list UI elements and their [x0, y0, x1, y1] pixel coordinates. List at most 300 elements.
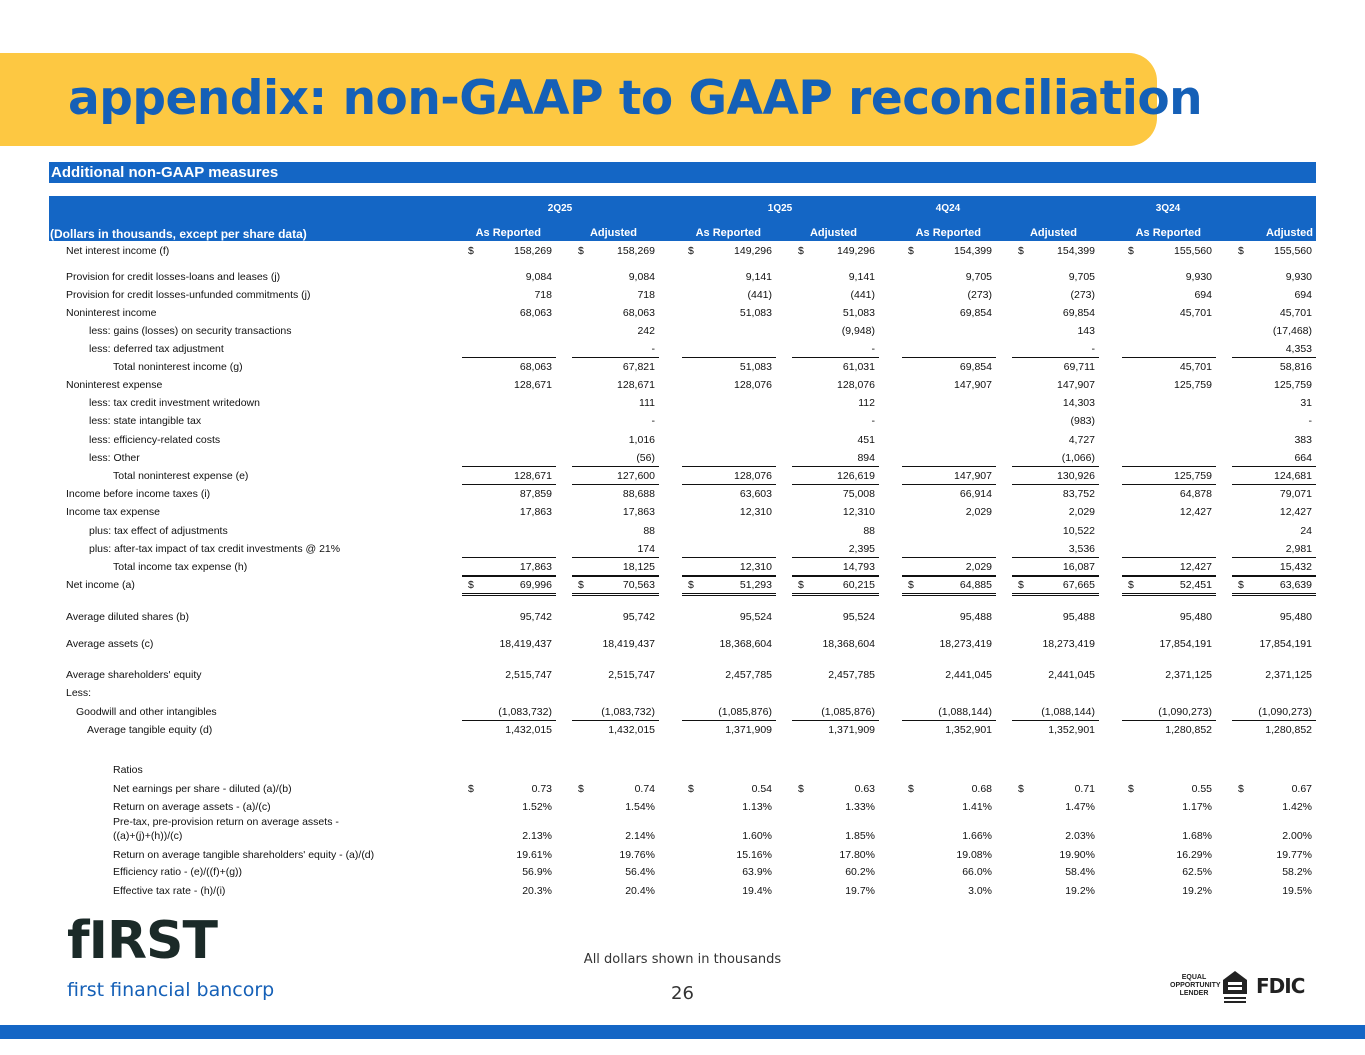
table-cell: 12,310 — [739, 561, 772, 573]
table-cell: 2,029 — [1068, 506, 1095, 518]
table-cell: 18,125 — [622, 561, 655, 573]
table-cell: 2,371,125 — [1265, 669, 1312, 681]
dollar-sign: $ — [798, 245, 804, 257]
table-cell: 3,536 — [1068, 543, 1095, 555]
table-cell: 88 — [643, 525, 655, 537]
table-cell: 56.4% — [625, 866, 655, 878]
table-cell: 154,399 — [1057, 245, 1095, 257]
dollar-sign: $ — [1238, 245, 1244, 257]
table-cell: 2,395 — [848, 543, 875, 555]
table-cell: 19.90% — [1059, 849, 1095, 861]
row-label: Income before income taxes (i) — [66, 488, 211, 500]
table-cell: 95,524 — [739, 611, 772, 623]
quarter-header: 4Q24 — [935, 203, 961, 214]
table-cell: 147,907 — [1057, 379, 1095, 391]
table-cell: 451 — [857, 434, 875, 446]
row-label: plus: after-tax impact of tax credit investments @ 21% — [89, 543, 341, 555]
table-cell: 12,310 — [842, 506, 875, 518]
row-label: less: efficiency-related costs — [89, 434, 221, 446]
section-title: Additional non-GAAP measures — [51, 164, 279, 181]
table-cell: (56) — [636, 452, 655, 464]
table-cell: 95,742 — [622, 611, 655, 623]
table-cell: 147,907 — [954, 379, 992, 391]
dollar-sign: $ — [468, 245, 474, 257]
table-cell: 1.66% — [962, 830, 992, 842]
table-cell: (1,085,876) — [718, 706, 772, 718]
row-label: Income tax expense — [66, 506, 160, 518]
row-underline — [1122, 576, 1216, 577]
table-cell: 56.9% — [522, 866, 552, 878]
table-cell: (1,090,273) — [1158, 706, 1212, 718]
dollar-sign: $ — [908, 245, 914, 257]
fdic-badge: FDIC — [1256, 974, 1305, 998]
page-title: appendix: non-GAAP to GAAP reconciliation — [68, 71, 1203, 126]
quarter-header: 1Q25 — [767, 203, 793, 214]
dollar-sign: $ — [578, 579, 584, 591]
table-cell: (9,948) — [841, 325, 875, 337]
row-label: Ratios — [113, 764, 143, 776]
row-label: Pre-tax, pre-provision return on average assets - — [113, 816, 339, 828]
table-cell: (1,088,144) — [938, 706, 992, 718]
row-label: Average shareholders' equity — [66, 669, 202, 681]
row-underline — [682, 357, 776, 358]
column-header: As Reported — [695, 227, 761, 239]
table-cell: 2,515,747 — [608, 669, 655, 681]
row-label: Average tangible equity (d) — [87, 724, 213, 736]
table-cell: 10,522 — [1062, 525, 1095, 537]
row-double-underline — [792, 593, 879, 594]
row-label: Total income tax expense (h) — [113, 561, 248, 573]
table-cell: 83,752 — [1062, 488, 1095, 500]
row-underline — [1012, 466, 1099, 467]
table-cell: 149,296 — [734, 245, 772, 257]
table-cell: 1,432,015 — [505, 724, 552, 736]
row-underline — [572, 720, 659, 721]
table-cell: 95,742 — [519, 611, 552, 623]
table-cell: 12,427 — [1279, 506, 1312, 518]
table-cell: 694 — [1194, 289, 1212, 301]
table-cell: 2,981 — [1285, 543, 1312, 555]
row-label: plus: tax effect of adjustments — [89, 525, 228, 537]
table-cell: 88 — [863, 525, 875, 537]
table-cell: 18,419,437 — [602, 638, 655, 650]
table-cell: 128,076 — [837, 379, 875, 391]
table-cell: 128,671 — [514, 470, 552, 482]
table-cell: 18,419,437 — [499, 638, 552, 650]
table-cell: 19.08% — [956, 849, 992, 861]
table-cell: 0.55 — [1191, 783, 1212, 795]
row-double-underline — [902, 593, 996, 594]
row-double-underline — [902, 595, 996, 596]
table-cell: 4,727 — [1068, 434, 1095, 446]
bottom-bar — [0, 1025, 1365, 1039]
row-label: less: Other — [89, 452, 140, 464]
table-cell: 1.68% — [1182, 830, 1212, 842]
row-underline — [462, 484, 556, 485]
table-cell: 1,371,909 — [828, 724, 875, 736]
table-cell: 17,854,191 — [1159, 638, 1212, 650]
table-cell: 69,996 — [519, 579, 552, 591]
table-cell: 1.60% — [742, 830, 772, 842]
table-cell: 12,427 — [1179, 561, 1212, 573]
equal-housing-lender-icon — [1222, 970, 1248, 1004]
table-cell: 18,273,419 — [1042, 638, 1095, 650]
dollar-sign: $ — [1238, 579, 1244, 591]
table-cell: 125,759 — [1174, 470, 1212, 482]
column-header: Adjusted — [1029, 227, 1077, 239]
table-cell: 63,603 — [739, 488, 772, 500]
table-cell: 2,457,785 — [828, 669, 875, 681]
table-cell: 17,854,191 — [1259, 638, 1312, 650]
row-label: Net interest income (f) — [66, 245, 170, 257]
row-underline — [1232, 720, 1316, 721]
table-cell: 124,681 — [1274, 470, 1312, 482]
row-label: Return on average tangible shareholders' equity - (a)/(d) — [113, 849, 375, 861]
table-cell: 68,063 — [622, 307, 655, 319]
row-underline — [572, 576, 659, 577]
table-cell: (441) — [850, 289, 875, 301]
table-cell: 125,759 — [1274, 379, 1312, 391]
dollar-sign: $ — [1128, 579, 1134, 591]
table-cell: 2,515,747 — [505, 669, 552, 681]
row-underline — [1232, 357, 1316, 358]
dollar-sign: $ — [688, 783, 694, 795]
logo-mark: fIRST — [67, 911, 217, 971]
row-underline — [1122, 484, 1216, 485]
row-underline — [682, 466, 776, 467]
table-cell: 718 — [637, 289, 655, 301]
table-cell: 95,480 — [1179, 611, 1212, 623]
table-cell: 58.4% — [1065, 866, 1095, 878]
table-cell: (273) — [967, 289, 992, 301]
row-double-underline — [1122, 593, 1216, 594]
row-underline — [682, 484, 776, 485]
table-cell: 63,639 — [1279, 579, 1312, 591]
row-underline — [902, 720, 996, 721]
table-cell: 9,705 — [1068, 271, 1095, 283]
table-cell: 17,863 — [519, 506, 552, 518]
table-cell: 894 — [857, 452, 875, 464]
row-underline — [682, 720, 776, 721]
table-cell: - — [1308, 415, 1312, 427]
dollar-sign: $ — [1018, 245, 1024, 257]
row-label: Return on average assets - (a)/(c) — [113, 801, 271, 813]
row-label: Goodwill and other intangibles — [76, 706, 217, 718]
dollar-sign: $ — [468, 579, 474, 591]
row-underline — [792, 557, 879, 558]
table-cell: 1.17% — [1182, 801, 1212, 813]
table-cell: 64,878 — [1179, 488, 1212, 500]
table-cell: 0.67 — [1291, 783, 1312, 795]
table-cell: 19.4% — [742, 885, 772, 897]
table-cell: 15,432 — [1279, 561, 1312, 573]
table-cell: 15.16% — [736, 849, 772, 861]
column-header: Adjusted — [1265, 227, 1313, 239]
table-cell: 1,371,909 — [725, 724, 772, 736]
table-cell: 52,451 — [1179, 579, 1212, 591]
dollar-sign: $ — [1018, 579, 1024, 591]
table-cell: 60.2% — [845, 866, 875, 878]
row-underline — [1012, 357, 1099, 358]
table-cell: 66.0% — [962, 866, 992, 878]
table-cell: 1.41% — [962, 801, 992, 813]
row-underline — [902, 484, 996, 485]
table-cell: 0.71 — [1074, 783, 1095, 795]
row-underline — [792, 576, 879, 577]
table-cell: 87,859 — [519, 488, 552, 500]
table-cell: 130,926 — [1057, 470, 1095, 482]
dollar-sign: $ — [1018, 783, 1024, 795]
row-double-underline — [572, 593, 659, 594]
table-cell: 19.2% — [1065, 885, 1095, 897]
table-cell: 2.14% — [625, 830, 655, 842]
table-cell: 18,273,419 — [939, 638, 992, 650]
table-cell: 51,083 — [739, 361, 772, 373]
table-cell: 12,310 — [739, 506, 772, 518]
table-cell: 0.54 — [751, 783, 772, 795]
row-underline — [1012, 484, 1099, 485]
column-header: As Reported — [1135, 227, 1201, 239]
table-cell: 60,215 — [842, 579, 875, 591]
table-cell: 17,863 — [519, 561, 552, 573]
table-cell: 111 — [639, 397, 655, 409]
dollar-sign: $ — [908, 783, 914, 795]
table-cell: 14,303 — [1062, 397, 1095, 409]
row-label: Noninterest expense — [66, 379, 163, 391]
table-cell: 95,480 — [1279, 611, 1312, 623]
table-cell: 1.54% — [625, 801, 655, 813]
table-cell: 1.33% — [845, 801, 875, 813]
row-label: Total noninterest expense (e) — [113, 470, 249, 482]
table-cell: 0.74 — [634, 783, 655, 795]
row-underline — [1012, 557, 1099, 558]
table-cell: 158,269 — [514, 245, 552, 257]
table-cell: 58,816 — [1279, 361, 1312, 373]
row-underline — [1122, 357, 1216, 358]
row-label: less: state intangible tax — [89, 415, 202, 427]
row-underline — [462, 466, 556, 467]
column-header: As Reported — [915, 227, 981, 239]
table-cell: 14,793 — [842, 561, 875, 573]
table-cell: 61,031 — [842, 361, 875, 373]
table-cell: 154,399 — [954, 245, 992, 257]
table-cell: 51,083 — [842, 307, 875, 319]
dollar-sign: $ — [688, 245, 694, 257]
dollar-sign: $ — [798, 579, 804, 591]
row-double-underline — [682, 593, 776, 594]
dollar-sign: $ — [908, 579, 914, 591]
row-label: Net income (a) — [66, 579, 135, 591]
table-cell: 1,280,852 — [1265, 724, 1312, 736]
row-underline — [792, 484, 879, 485]
row-double-underline — [1012, 595, 1099, 596]
table-cell: 45,701 — [1279, 307, 1312, 319]
table-cell: 128,076 — [734, 379, 772, 391]
row-underline — [682, 576, 776, 577]
table-cell: 19.2% — [1182, 885, 1212, 897]
row-underline — [1232, 557, 1316, 558]
table-cell: 2,441,045 — [945, 669, 992, 681]
footnote: All dollars shown in thousands — [583, 952, 782, 967]
quarter-header: 2Q25 — [547, 203, 573, 214]
table-cell: 17.80% — [839, 849, 875, 861]
table-cell: 174 — [637, 543, 655, 555]
row-underline — [462, 576, 556, 577]
table-cell: (1,066) — [1061, 452, 1095, 464]
column-header: Adjusted — [809, 227, 857, 239]
table-cell: 2,029 — [965, 561, 992, 573]
column-header: As Reported — [475, 227, 541, 239]
table-cell: 2,441,045 — [1048, 669, 1095, 681]
table-cell: 0.68 — [971, 783, 992, 795]
row-double-underline — [1122, 595, 1216, 596]
table-cell: (273) — [1070, 289, 1095, 301]
row-underline — [682, 557, 776, 558]
table-cell: 69,854 — [959, 361, 992, 373]
row-double-underline — [462, 595, 556, 596]
table-cell: 1.42% — [1282, 801, 1312, 813]
table-cell: 51,083 — [739, 307, 772, 319]
row-label: less: tax credit investment writedown — [89, 397, 260, 409]
row-double-underline — [572, 595, 659, 596]
table-cell: 67,665 — [1062, 579, 1095, 591]
table-cell: 45,701 — [1179, 361, 1212, 373]
table-cell: 20.3% — [522, 885, 552, 897]
table-cell: 62.5% — [1182, 866, 1212, 878]
table-cell: 66,914 — [959, 488, 992, 500]
table-cell: 95,524 — [842, 611, 875, 623]
table-cell: 9,084 — [628, 271, 655, 283]
row-label: less: gains (losses) on security transactions — [89, 325, 292, 337]
row-label: Average diluted shares (b) — [66, 611, 189, 623]
table-cell: 67,821 — [622, 361, 655, 373]
table-cell: 12,427 — [1179, 506, 1212, 518]
table-cell: 149,296 — [837, 245, 875, 257]
row-label: less: deferred tax adjustment — [89, 343, 224, 355]
table-cell: 155,560 — [1274, 245, 1312, 257]
table-cell: 9,705 — [965, 271, 992, 283]
dollar-sign: $ — [1238, 783, 1244, 795]
table-cell: 9,930 — [1285, 271, 1312, 283]
row-underline — [902, 557, 996, 558]
table-cell: - — [651, 415, 655, 427]
table-cell: 1,352,901 — [945, 724, 992, 736]
table-cell: 88,688 — [622, 488, 655, 500]
table-cell: 127,600 — [617, 470, 655, 482]
row-label: Average assets (c) — [66, 638, 154, 650]
table-cell: 718 — [534, 289, 552, 301]
table-cell: 68,063 — [519, 307, 552, 319]
table-cell: 1.85% — [845, 830, 875, 842]
table-cell: 2,029 — [965, 506, 992, 518]
table-cell: 63.9% — [742, 866, 772, 878]
quarter-header: 3Q24 — [1155, 203, 1181, 214]
table-cell: (441) — [747, 289, 772, 301]
table-cell: 125,759 — [1174, 379, 1212, 391]
table-cell: 20.4% — [625, 885, 655, 897]
dollar-sign: $ — [688, 579, 694, 591]
table-cell: 1,352,901 — [1048, 724, 1095, 736]
table-cell: 19.7% — [845, 885, 875, 897]
row-label: Noninterest income — [66, 307, 157, 319]
table-cell: 79,071 — [1279, 488, 1312, 500]
row-underline — [792, 720, 879, 721]
row-underline — [1012, 720, 1099, 721]
table-cell: 18,368,604 — [822, 638, 875, 650]
table-cell: - — [871, 415, 875, 427]
table-cell: 95,488 — [1062, 611, 1095, 623]
row-underline — [902, 576, 996, 577]
table-cell: 9,084 — [525, 271, 552, 283]
logo-name: first financial bancorp — [67, 979, 275, 1001]
table-cell: 2,457,785 — [725, 669, 772, 681]
dollar-sign: $ — [1128, 245, 1134, 257]
row-double-underline — [1232, 595, 1316, 596]
table-cell: 242 — [637, 325, 655, 337]
row-double-underline — [1232, 593, 1316, 594]
row-underline — [1232, 484, 1316, 485]
table-cell: 69,854 — [959, 307, 992, 319]
table-cell: 143 — [1077, 325, 1095, 337]
table-cell: 1.13% — [742, 801, 772, 813]
table-cell: 16.29% — [1176, 849, 1212, 861]
units-label: (Dollars in thousands, except per share data) — [50, 227, 307, 241]
row-underline — [572, 484, 659, 485]
row-double-underline — [682, 595, 776, 596]
row-underline — [902, 466, 996, 467]
table-cell: 75,008 — [842, 488, 875, 500]
row-underline — [1012, 576, 1099, 577]
row-label: ((a)+(j)+(h))/(c) — [113, 830, 183, 842]
row-underline — [792, 357, 879, 358]
row-double-underline — [792, 595, 879, 596]
table-cell: (17,468) — [1272, 325, 1312, 337]
dollar-sign: $ — [468, 783, 474, 795]
table-cell: 69,711 — [1063, 361, 1095, 373]
row-label: Total noninterest income (g) — [113, 361, 243, 373]
row-underline — [792, 466, 879, 467]
table-cell: 68,063 — [519, 361, 552, 373]
table-cell: 51,293 — [739, 579, 772, 591]
table-cell: 112 — [858, 397, 875, 409]
table-cell: 128,076 — [734, 470, 772, 482]
table-cell: 95,488 — [959, 611, 992, 623]
table-cell: 0.63 — [854, 783, 875, 795]
dollar-sign: $ — [1128, 783, 1134, 795]
table-cell: 2.00% — [1282, 830, 1312, 842]
table-cell: - — [651, 343, 655, 355]
table-cell: 2.03% — [1065, 830, 1095, 842]
table-cell: 17,863 — [622, 506, 655, 518]
dollar-sign: $ — [578, 245, 584, 257]
table-cell: 0.73 — [531, 783, 552, 795]
table-cell: 1,280,852 — [1165, 724, 1212, 736]
table-cell: (983) — [1070, 415, 1095, 427]
table-cell: (1,083,732) — [601, 706, 655, 718]
row-underline — [572, 557, 659, 558]
regulatory-badges — [1170, 968, 1310, 1006]
table-cell: 58.2% — [1282, 866, 1312, 878]
table-cell: 70,563 — [622, 579, 655, 591]
table-cell: (1,090,273) — [1258, 706, 1312, 718]
table-cell: 155,560 — [1174, 245, 1212, 257]
table-cell: - — [1091, 343, 1095, 355]
table-cell: 19.77% — [1276, 849, 1312, 861]
row-underline — [1232, 576, 1316, 577]
table-cell: 2.13% — [522, 830, 552, 842]
table-cell: 9,141 — [745, 271, 772, 283]
table-cell: 664 — [1294, 452, 1312, 464]
